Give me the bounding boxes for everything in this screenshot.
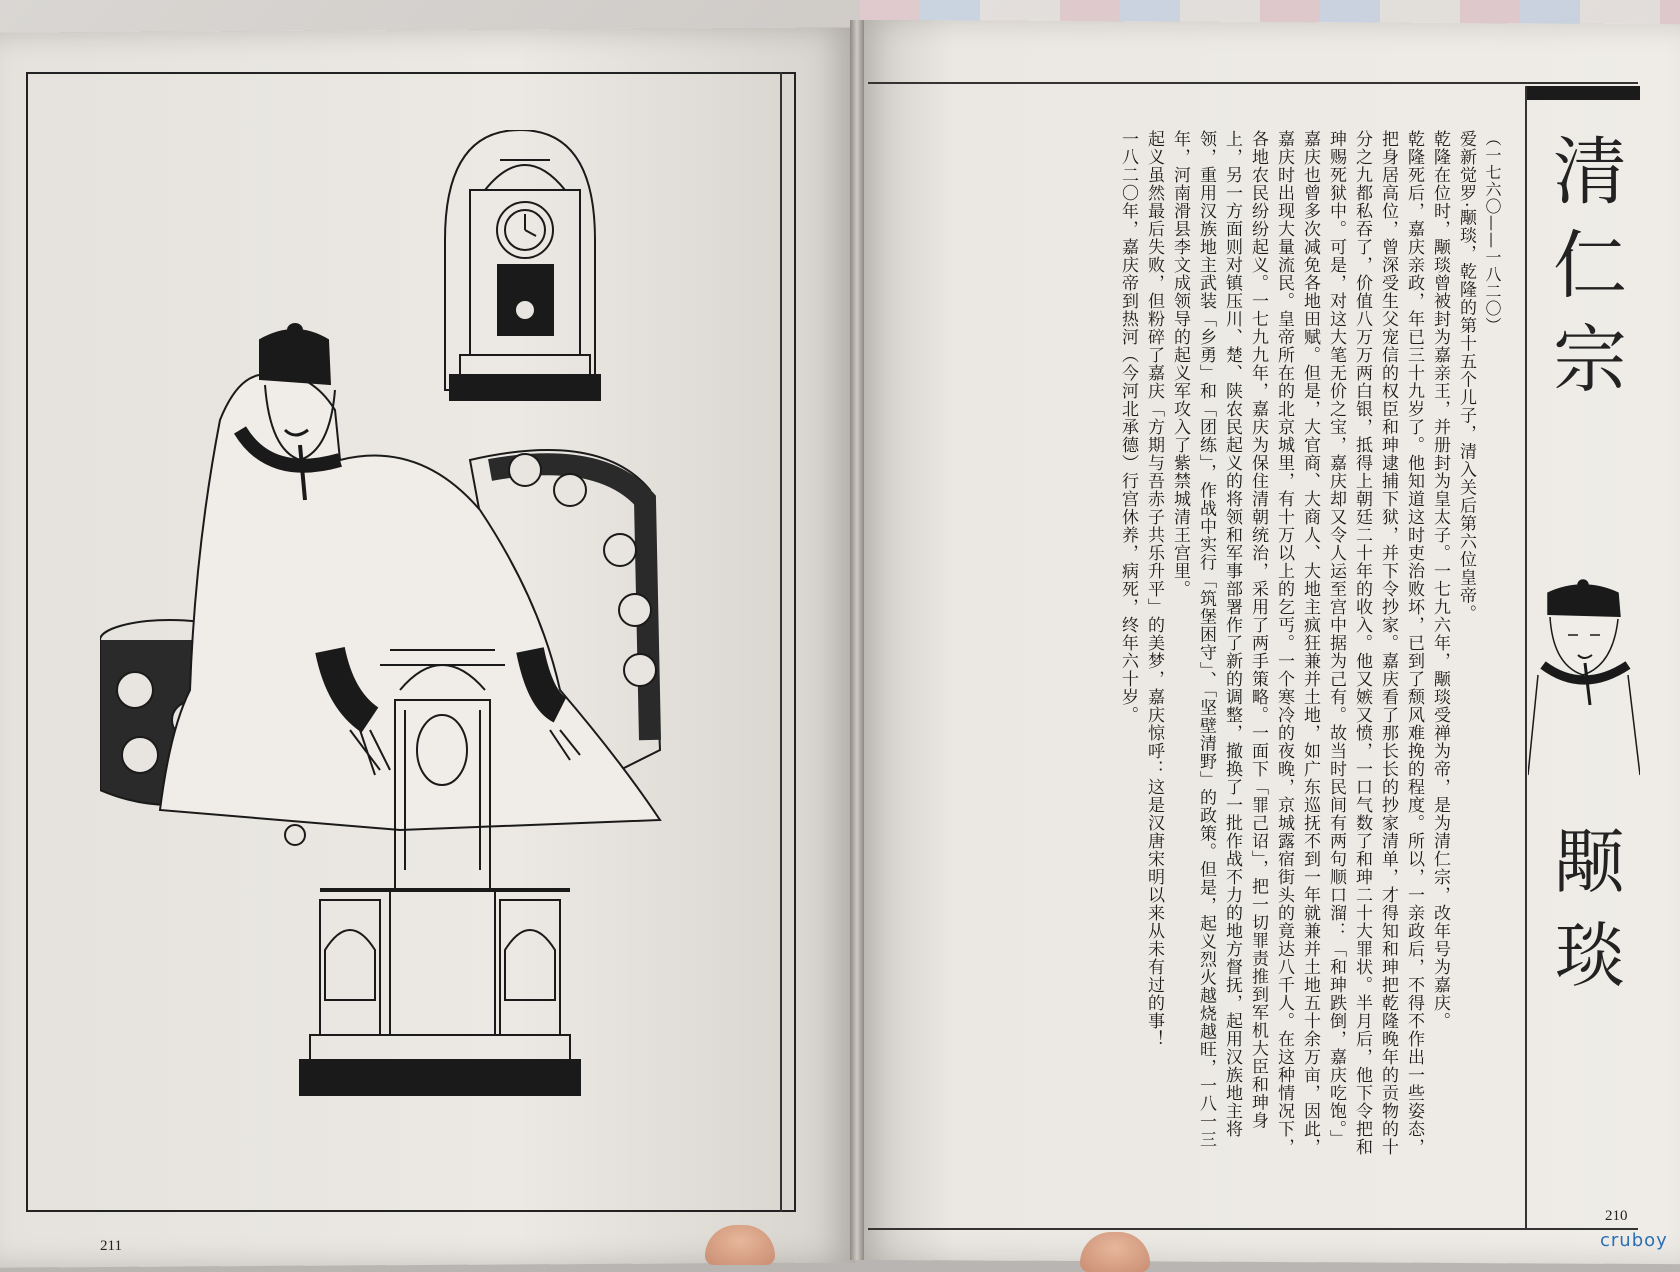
emperor-title: 清仁宗: [1553, 129, 1627, 403]
paragraph: 嘉庆也曾多次减免各地田赋。但是，大官商、大商人、大地主疯狂兼并土地，如广东巡抚不到一年就兼并土地五十余万亩，因此，嘉庆时出现大量流民。皇帝所在的北京城里，有十万以上的乞丐。一个寒冷的夜晚，京城露宿街头的竟达八千人。在这种情况下，各地农民纷纷起义。一七九九年，嘉庆为保住清朝统治，采用了两手策略。一面下「罪己诏」，把一切罪责推到军机大臣和珅身上，另一方面则对镇压川、楚、陕农民起义的将领和军事部署作了新的调整，撤换了一批作战不力的地方督抚，起用汉族地主将领，重用汉族地主武装「乡勇」和「团练」，作战中实行「筑堡困守」、「坚壁清野」的政策。但是，起义烈火越烧越旺，一八一三年，河南滑县李文成领导的起义军攻入了紫禁城清王宫里。: [1170, 130, 1320, 1156]
dome-clock-drawing: [445, 130, 600, 400]
biography-text: [905, 130, 1505, 1160]
paragraph: 乾隆死后，嘉庆亲政，年已三十九岁了。他知道这时吏治败坏，已到了颓风难挽的程度。所以，一亲政后，不得不作出一些姿态，把身居高位，曾深受生父宠信的权臣和珅逮捕下狱，并下令抄家。嘉庆看了那长长的抄家清单，才得知和珅把乾隆晚年的贡物的十分之九都私吞了，价值八万万两白银，抵得上朝廷二十年的收入。他又嫉又愤，一口气数了和珅二十大罪状。半月后，他下令把和珅赐死狱中。可是，对这大笔无价之宝，嘉庆却又令人运至宫中据为己有。故当时民间有两句顺口溜：「和珅跌倒，嘉庆吃饱。」: [1326, 130, 1424, 1156]
paragraph: 乾隆在位时，颙琰曾被封为嘉亲王，并册封为皇太子。一七九六年，颙琰受禅为帝，是为清仁宗，改年号为嘉庆。: [1430, 130, 1450, 1030]
paragraph: 爱新觉罗·颙琰，乾隆的第十五个儿子，清入关后第六位皇帝。: [1456, 130, 1476, 623]
emperor-name: 颙琰: [1555, 821, 1625, 997]
life-dates: （一七六〇——一八二〇）: [1483, 130, 1502, 334]
watermark: cruboy: [1600, 1230, 1668, 1251]
right-page-bottom-rule: [868, 1228, 1638, 1230]
right-page-top-rule: [868, 82, 1638, 84]
paragraph: 一八二〇年，嘉庆帝到热河（今河北承德）行宫休养，病死，终年六十岁。: [1118, 130, 1138, 724]
left-page-inner-rule: [780, 72, 782, 1212]
title-column-border: [1525, 86, 1527, 1228]
emperor-illustration: [100, 130, 720, 1130]
title-column-header-bar: [1525, 86, 1640, 100]
emperor-portrait-small: [1528, 575, 1640, 785]
book-spine: [850, 20, 864, 1260]
left-page-number: 211: [100, 1238, 122, 1254]
right-page-number: 210: [1605, 1208, 1628, 1224]
paragraph: 起义虽然最后失败，但粉碎了嘉庆「方期与吾赤子共乐升平」的美梦，嘉庆惊呼：这是汉唐宋明以来从未有过的事！: [1144, 130, 1164, 1048]
